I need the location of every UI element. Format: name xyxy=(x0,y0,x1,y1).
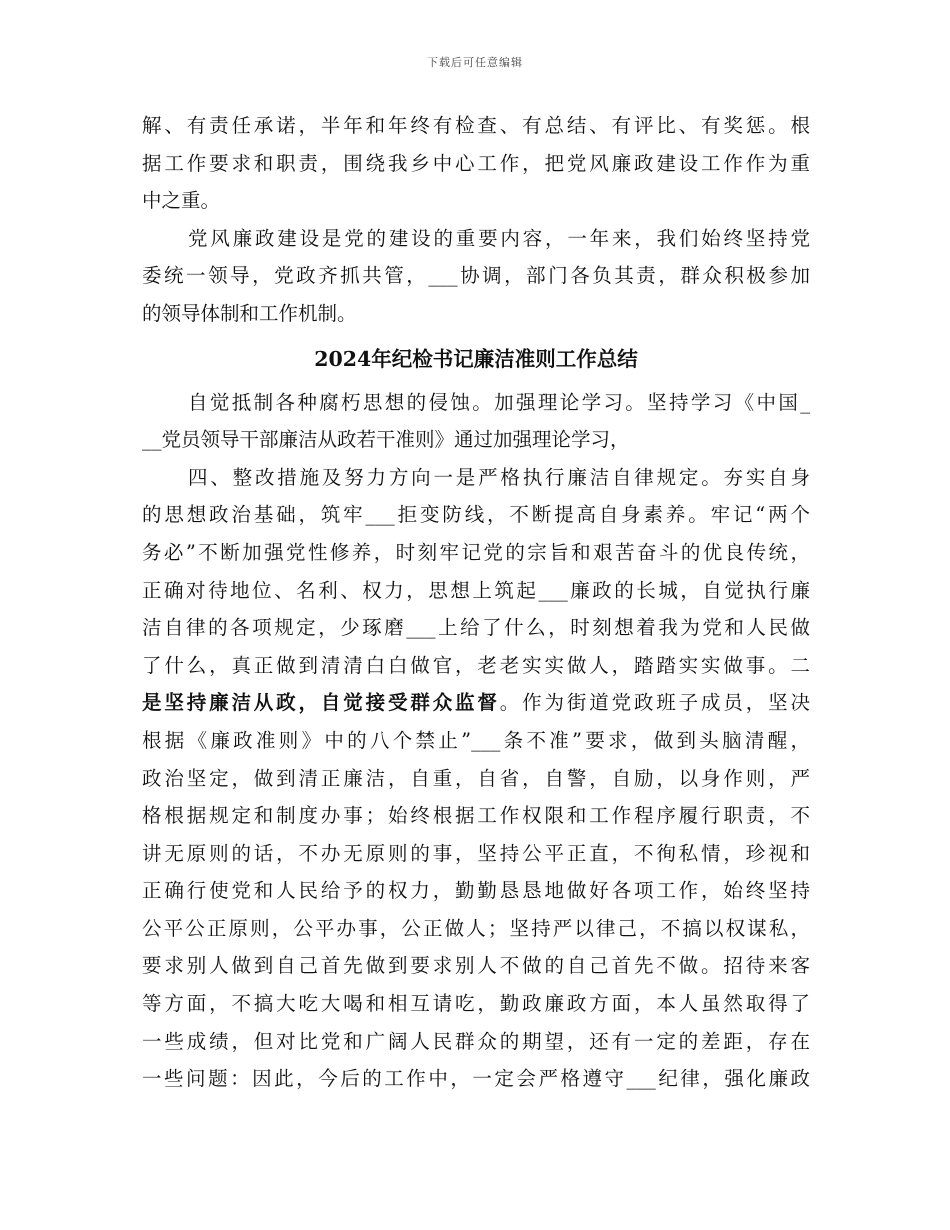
text-line: 根据《廉政准则》中的八个禁止”___条不准”要求，做到头脑清醒， xyxy=(142,728,810,752)
document-title: 2024年纪检书记廉洁准则工作总结 xyxy=(314,346,638,371)
text-line: 四、整改措施及努力方向一是严格执行廉洁自律规定。夯实自身 xyxy=(188,465,810,489)
text-line: 自觉抵制各种腐朽思想的侵蚀。加强理论学习。坚持学习《中国_ xyxy=(188,390,810,414)
paragraph xyxy=(142,107,810,220)
text-line: 格根据规定和制度办事；始终根据工作权限和工作程序履行职责，不 xyxy=(142,804,810,828)
text-line: 正确行使党和人民给予的权力，勤勤恳恳地做好各项工作，始终坚持 xyxy=(142,879,810,903)
text-line: __党员领导干部廉洁从政若干准则》通过加强理论学习， xyxy=(142,428,630,452)
paragraph xyxy=(142,220,810,333)
text-line: 的领导体制和工作机制。 xyxy=(142,301,357,325)
document-body xyxy=(142,107,810,1098)
text-line: 中之重。 xyxy=(142,189,221,213)
page-header-note: 下载后可任意编辑 xyxy=(427,56,523,69)
text-line: 党风廉政建设是党的建设的重要内容，一年来，我们始终坚持党 xyxy=(188,226,810,250)
text-line-mixed xyxy=(142,684,810,722)
bold-lead-text: 是坚持廉洁从政，自觉接受群众监督 xyxy=(142,691,500,715)
text-line: 解、有责任承诺，半年和年终有检查、有总结、有评比、有奖惩。根 xyxy=(142,114,810,137)
text-line: 等方面，不搞大吃大喝和相互请吃，勤政廉政方面，本人虽然取得了 xyxy=(142,992,810,1016)
text-span: 。作为街道党政班子成员，坚决 xyxy=(499,691,810,715)
text-line: 正确对待地位、名利、权力，思想上筑起___廉政的长城，自觉执行廉 xyxy=(142,578,810,602)
text-line: 一些成绩，但对比党和广阔人民群众的期望，还有一定的差距，存在 xyxy=(142,1029,810,1053)
text-line: 讲无原则的话，不办无原则的事，坚持公平正直，不徇私情，珍视和 xyxy=(142,841,810,865)
text-line: 务必”不断加强党性修养，时刻牢记党的宗旨和艰苦奋斗的优良传统， xyxy=(142,540,810,564)
text-line: 一些问题：因此，今后的工作中，一定会严格遵守___纪律，强化廉政 xyxy=(142,1067,810,1091)
text-line: 政治坚定，做到清正廉洁，自重，自省，自警，自励，以身作则，严 xyxy=(142,766,810,790)
text-line: 了什么，真正做到清清白白做官，老老实实做人，踏踏实实做事。二 xyxy=(142,653,810,677)
text-line: 洁自律的各项规定，少琢磨___上给了什么，时刻想着我为党和人民做 xyxy=(142,616,810,640)
text-line: 的思想政治基础，筑牢___拒变防线，不断提高自身素养。牢记“两个 xyxy=(142,503,810,527)
paragraph xyxy=(142,384,810,459)
text-line: 委统一领导，党政齐抓共管，___协调，部门各负其责，群众积极参加 xyxy=(142,264,810,288)
text-line: 公平公正原则，公平办事，公正做人；坚持严以律己，不搞以权谋私， xyxy=(142,916,810,940)
text-line: 据工作要求和职责，围绕我乡中心工作，把党风廉政建设工作作为重 xyxy=(142,151,810,175)
text-line: 要求别人做到自己首先做到要求别人不做的自己首先不做。招待来客 xyxy=(142,954,810,978)
paragraph xyxy=(142,459,810,1098)
